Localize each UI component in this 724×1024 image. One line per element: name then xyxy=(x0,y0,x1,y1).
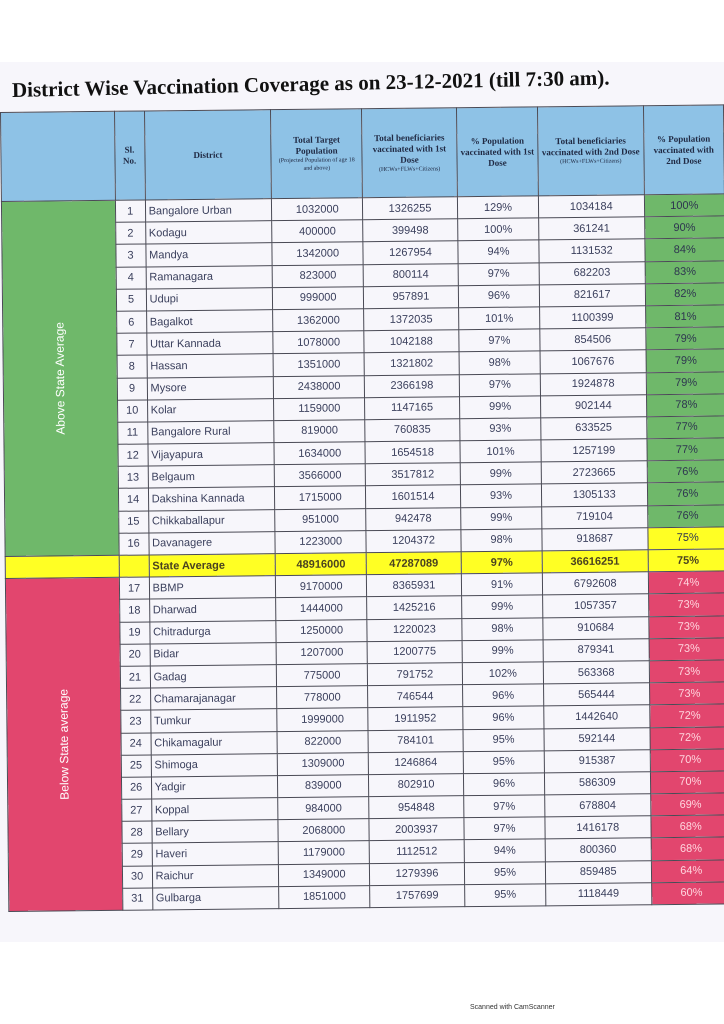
cell-target: 1342000 xyxy=(272,242,363,265)
cell-pct1: 93% xyxy=(460,484,541,507)
cell-dose2: 6792608 xyxy=(542,572,648,595)
cell-pct1: 97% xyxy=(458,262,539,285)
cell-sl-no: 4 xyxy=(116,267,146,290)
header-district: District xyxy=(144,110,272,200)
cell-pct2: 70% xyxy=(650,749,724,772)
cell-district: Chitradurga xyxy=(149,620,276,644)
cell-dose2: 2723665 xyxy=(541,461,647,484)
cell-dose1: 942478 xyxy=(366,507,461,530)
cell-dose1: 399498 xyxy=(363,219,458,242)
header-dose2-note: (HCWs+FLWs+Citizens) xyxy=(560,158,622,166)
cell-pct1: 97% xyxy=(461,551,542,574)
cell-sl-no: 1 xyxy=(115,200,145,223)
cell-district: Belgaum xyxy=(148,465,275,489)
cell-target: 1715000 xyxy=(275,486,366,509)
cell-target: 1159000 xyxy=(274,397,365,420)
cell-target: 2068000 xyxy=(278,819,369,842)
group-below-average xyxy=(5,577,122,911)
cell-pct2: 73% xyxy=(648,593,724,616)
cell-target: 48916000 xyxy=(275,553,366,576)
cell-pct1: 96% xyxy=(462,684,543,707)
page-title: District Wise Vaccination Coverage as on 23-12-2021 (till 7:30 am). xyxy=(11,65,610,102)
cell-dose2: 633525 xyxy=(541,417,647,440)
cell-district: Bidar xyxy=(150,642,277,666)
cell-target: 1207000 xyxy=(276,641,367,664)
table-body xyxy=(1,194,724,912)
cell-district: BBMP xyxy=(149,576,276,600)
cell-sl-no: 3 xyxy=(115,244,145,267)
cell-target: 9170000 xyxy=(276,575,367,598)
header-pct2: % Population vaccinated with 2nd Dose xyxy=(643,105,724,195)
cell-pct2: 72% xyxy=(649,704,724,727)
cell-dose2: 682203 xyxy=(539,261,645,284)
cell-dose1: 1911952 xyxy=(368,707,463,730)
cell-dose1: 954848 xyxy=(369,796,464,819)
header-dose2-label: Total beneficiaries vaccinated with 2nd Dose xyxy=(541,135,640,158)
cell-sl-no: 6 xyxy=(116,311,146,334)
cell-dose2: 592144 xyxy=(544,727,650,750)
cell-dose2: 1034184 xyxy=(538,195,644,218)
cell-target: 2438000 xyxy=(274,375,365,398)
cell-dose2: 563368 xyxy=(543,661,649,684)
cell-target: 1851000 xyxy=(279,885,370,908)
cell-pct2: 90% xyxy=(644,216,724,239)
cell-district: Shimoga xyxy=(151,753,278,777)
group-above-average xyxy=(1,200,118,556)
cell-pct2: 79% xyxy=(646,349,724,372)
cell-dose2: 1118449 xyxy=(546,883,652,906)
cell-pct1: 98% xyxy=(459,351,540,374)
cell-district: Yadgir xyxy=(151,776,278,800)
cell-pct2: 76% xyxy=(647,482,724,505)
cell-pct2: 78% xyxy=(646,394,724,417)
header-dose1-note: (HCWs+FLWs+Citizens) xyxy=(378,165,441,173)
cell-pct2: 76% xyxy=(647,460,724,483)
cell-pct2: 69% xyxy=(650,793,724,816)
cell-target: 400000 xyxy=(272,220,363,243)
header-sl-no: Sl. No. xyxy=(114,111,145,200)
scanner-watermark: Scanned with CamScanner xyxy=(470,1004,555,1011)
cell-district: Bellary xyxy=(152,820,279,844)
cell-district: Mandya xyxy=(146,243,273,267)
cell-target: 1309000 xyxy=(278,752,369,775)
cell-sl-no xyxy=(119,555,149,578)
cell-dose2: 1305133 xyxy=(541,483,647,506)
cell-target: 999000 xyxy=(273,286,364,309)
cell-dose1: 1200775 xyxy=(367,640,462,663)
cell-target: 1351000 xyxy=(273,353,364,376)
cell-dose1: 784101 xyxy=(368,729,463,752)
cell-district: Koppal xyxy=(151,798,278,822)
cell-dose1: 1654518 xyxy=(365,441,460,464)
cell-dose1: 746544 xyxy=(368,685,463,708)
cell-target: 778000 xyxy=(277,686,368,709)
cell-dose1: 760835 xyxy=(365,419,460,442)
cell-target: 1349000 xyxy=(279,863,370,886)
cell-sl-no: 12 xyxy=(118,444,148,467)
cell-pct1: 93% xyxy=(460,418,541,441)
cell-district: Davanagere xyxy=(149,531,276,555)
cell-dose1: 791752 xyxy=(367,663,462,686)
cell-pct1: 97% xyxy=(459,373,540,396)
cell-dose1: 800114 xyxy=(363,263,458,286)
cell-pct2: 70% xyxy=(650,771,724,794)
cell-pct1: 101% xyxy=(458,307,539,330)
group-below-average-label: Below State average xyxy=(56,689,72,800)
cell-pct2: 68% xyxy=(651,837,724,860)
cell-pct2: 77% xyxy=(646,416,724,439)
cell-dose2: 859485 xyxy=(545,860,651,883)
cell-sl-no: 14 xyxy=(118,488,148,511)
cell-dose1: 1321802 xyxy=(364,352,459,375)
cell-dose1: 1757699 xyxy=(370,884,465,907)
cell-district: Kodagu xyxy=(145,221,272,245)
cell-dose2: 1057357 xyxy=(543,594,649,617)
cell-pct1: 101% xyxy=(460,440,541,463)
cell-district: State Average xyxy=(149,554,276,578)
cell-dose1: 1267954 xyxy=(363,241,458,264)
cell-pct1: 97% xyxy=(459,329,540,352)
group-header-blank xyxy=(1,111,115,201)
cell-pct1: 99% xyxy=(462,640,543,663)
cell-pct2: 77% xyxy=(646,438,724,461)
cell-district: Chikamagalur xyxy=(151,731,278,755)
cell-dose2: 586309 xyxy=(544,772,650,795)
cell-district: Udupi xyxy=(146,287,273,311)
table-container xyxy=(0,104,724,912)
cell-dose1: 1246864 xyxy=(368,751,463,774)
cell-target: 775000 xyxy=(277,664,368,687)
header-row xyxy=(1,105,724,202)
cell-dose1: 957891 xyxy=(363,285,458,308)
cell-pct2: 60% xyxy=(651,882,724,905)
cell-sl-no: 5 xyxy=(116,289,146,312)
cell-district: Dakshina Kannada xyxy=(148,487,275,511)
cell-sl-no: 13 xyxy=(118,466,148,489)
cell-dose2: 1924878 xyxy=(540,372,646,395)
cell-dose2: 1100399 xyxy=(540,306,646,329)
cell-sl-no: 23 xyxy=(120,710,150,733)
cell-dose2: 910684 xyxy=(543,616,649,639)
header-dose1 xyxy=(362,108,458,198)
cell-district: Chikkaballapur xyxy=(148,509,275,533)
cell-district: Raichur xyxy=(152,864,279,888)
cell-pct1: 95% xyxy=(465,884,546,907)
cell-pct2: 83% xyxy=(645,260,724,283)
cell-pct2: 79% xyxy=(646,371,724,394)
cell-target: 1999000 xyxy=(277,708,368,731)
cell-target: 1078000 xyxy=(273,331,364,354)
cell-pct1: 97% xyxy=(464,817,545,840)
cell-dose1: 1372035 xyxy=(364,308,459,331)
cell-target: 1032000 xyxy=(272,198,363,221)
cell-dose1: 1147165 xyxy=(365,396,460,419)
cell-pct1: 91% xyxy=(461,573,542,596)
cell-pct2: 100% xyxy=(644,194,724,217)
cell-target: 1179000 xyxy=(279,841,370,864)
cell-district: Chamarajanagar xyxy=(150,687,277,711)
cell-pct1: 95% xyxy=(463,728,544,751)
cell-target: 1223000 xyxy=(275,531,366,554)
header-target-note: (Projected Population of age 18 and above) xyxy=(278,157,355,172)
group-above-average-label: Above State Average xyxy=(52,322,68,435)
cell-district: Ramanagara xyxy=(146,265,273,289)
cell-district: Hassan xyxy=(147,354,274,378)
cell-sl-no: 20 xyxy=(120,644,150,667)
cell-dose1: 1279396 xyxy=(369,862,464,885)
cell-dose1: 1204372 xyxy=(366,530,461,553)
cell-pct2: 81% xyxy=(645,305,724,328)
cell-district: Bangalore Rural xyxy=(147,421,274,445)
cell-pct2: 75% xyxy=(648,549,724,572)
cell-pct1: 98% xyxy=(461,529,542,552)
cell-district: Vijayapura xyxy=(148,443,275,467)
cell-pct2: 68% xyxy=(650,815,724,838)
cell-dose2: 678804 xyxy=(545,794,651,817)
cell-pct1: 96% xyxy=(463,706,544,729)
cell-pct1: 96% xyxy=(463,773,544,796)
cell-district: Bangalore Urban xyxy=(145,199,272,223)
cell-dose1: 1220023 xyxy=(367,618,462,641)
cell-sl-no: 31 xyxy=(122,888,152,911)
cell-dose2: 1442640 xyxy=(544,705,650,728)
cell-pct1: 129% xyxy=(457,196,538,219)
cell-dose1: 1601514 xyxy=(366,485,461,508)
cell-dose1: 2366198 xyxy=(364,374,459,397)
header-target xyxy=(271,109,363,199)
cell-pct2: 74% xyxy=(648,571,724,594)
group-average-blank xyxy=(5,555,119,578)
cell-dose2: 565444 xyxy=(544,683,650,706)
cell-dose1: 802910 xyxy=(369,774,464,797)
cell-dose2: 1131532 xyxy=(539,239,645,262)
cell-target: 3566000 xyxy=(275,464,366,487)
cell-pct2: 75% xyxy=(647,527,724,550)
cell-dose2: 915387 xyxy=(544,749,650,772)
cell-dose2: 1067676 xyxy=(540,350,646,373)
cell-pct1: 102% xyxy=(462,662,543,685)
cell-dose1: 8365931 xyxy=(366,574,461,597)
cell-pct1: 94% xyxy=(464,839,545,862)
cell-pct1: 95% xyxy=(463,751,544,774)
cell-sl-no: 30 xyxy=(122,866,152,889)
cell-pct2: 73% xyxy=(649,682,724,705)
cell-dose2: 854506 xyxy=(540,328,646,351)
cell-target: 839000 xyxy=(278,775,369,798)
cell-pct1: 97% xyxy=(464,795,545,818)
cell-pct2: 82% xyxy=(645,283,724,306)
cell-pct1: 99% xyxy=(459,396,540,419)
header-pct1: % Population vaccinated with 1st Dose xyxy=(456,107,538,197)
cell-target: 822000 xyxy=(277,730,368,753)
cell-dose2: 1257199 xyxy=(541,439,647,462)
vaccination-table xyxy=(0,104,724,912)
cell-pct2: 72% xyxy=(650,726,724,749)
cell-pct1: 95% xyxy=(464,861,545,884)
cell-dose2: 821617 xyxy=(539,284,645,307)
cell-district: Dharwad xyxy=(149,598,276,622)
cell-target: 951000 xyxy=(275,508,366,531)
cell-dose1: 2003937 xyxy=(369,818,464,841)
cell-dose2: 719104 xyxy=(542,505,648,528)
cell-dose1: 1326255 xyxy=(362,197,457,220)
cell-target: 819000 xyxy=(274,420,365,443)
cell-sl-no: 28 xyxy=(121,821,151,844)
cell-district: Kolar xyxy=(147,398,274,422)
cell-dose1: 47287089 xyxy=(366,552,461,575)
cell-sl-no: 2 xyxy=(115,222,145,245)
cell-sl-no: 25 xyxy=(121,755,151,778)
cell-pct1: 98% xyxy=(462,617,543,640)
cell-pct1: 96% xyxy=(458,285,539,308)
cell-district: Tumkur xyxy=(150,709,277,733)
cell-target: 984000 xyxy=(278,797,369,820)
cell-dose1: 3517812 xyxy=(365,463,460,486)
cell-pct2: 84% xyxy=(644,238,724,261)
cell-district: Gadag xyxy=(150,665,277,689)
cell-sl-no: 21 xyxy=(120,666,150,689)
header-dose1-label: Total beneficiaries vaccinated with 1st Dose xyxy=(372,131,447,165)
cell-sl-no: 9 xyxy=(117,377,147,400)
cell-sl-no: 11 xyxy=(117,422,147,445)
cell-dose2: 1416178 xyxy=(545,816,651,839)
cell-pct2: 76% xyxy=(647,505,724,528)
cell-pct1: 99% xyxy=(460,462,541,485)
cell-sl-no: 8 xyxy=(117,355,147,378)
cell-pct1: 94% xyxy=(458,240,539,263)
cell-pct1: 99% xyxy=(462,595,543,618)
cell-target: 823000 xyxy=(272,264,363,287)
cell-dose2: 800360 xyxy=(545,838,651,861)
cell-dose2: 36616251 xyxy=(542,550,648,573)
cell-pct2: 73% xyxy=(649,638,724,661)
cell-dose2: 902144 xyxy=(540,394,646,417)
cell-sl-no: 18 xyxy=(119,599,149,622)
cell-district: Mysore xyxy=(147,376,274,400)
cell-sl-no: 19 xyxy=(119,622,149,645)
cell-dose1: 1112512 xyxy=(369,840,464,863)
cell-dose1: 1425216 xyxy=(367,596,462,619)
header-target-label: Total Target Population xyxy=(292,134,341,156)
cell-sl-no: 22 xyxy=(120,688,150,711)
cell-district: Uttar Kannada xyxy=(146,332,273,356)
cell-district: Bagalkot xyxy=(146,310,273,334)
cell-pct1: 100% xyxy=(458,218,539,241)
cell-district: Gulbarga xyxy=(152,886,279,910)
cell-sl-no: 27 xyxy=(121,799,151,822)
cell-pct2: 73% xyxy=(649,660,724,683)
cell-sl-no: 24 xyxy=(121,732,151,755)
cell-target: 1634000 xyxy=(274,442,365,465)
cell-sl-no: 10 xyxy=(117,400,147,423)
cell-pct2: 79% xyxy=(645,327,724,350)
cell-pct2: 64% xyxy=(651,860,724,883)
cell-target: 1362000 xyxy=(273,309,364,332)
cell-pct1: 99% xyxy=(461,506,542,529)
cell-dose2: 361241 xyxy=(539,217,645,240)
cell-pct2: 73% xyxy=(648,615,724,638)
cell-sl-no: 15 xyxy=(118,511,148,534)
cell-sl-no: 26 xyxy=(121,777,151,800)
cell-dose2: 879341 xyxy=(543,638,649,661)
cell-sl-no: 17 xyxy=(119,577,149,600)
header-dose2 xyxy=(537,106,643,196)
cell-dose2: 918687 xyxy=(542,528,648,551)
cell-district: Haveri xyxy=(152,842,279,866)
cell-sl-no: 16 xyxy=(118,533,148,556)
cell-target: 1444000 xyxy=(276,597,367,620)
cell-target: 1250000 xyxy=(276,619,367,642)
cell-dose1: 1042188 xyxy=(364,330,459,353)
cell-sl-no: 29 xyxy=(122,843,152,866)
cell-sl-no: 7 xyxy=(116,333,146,356)
